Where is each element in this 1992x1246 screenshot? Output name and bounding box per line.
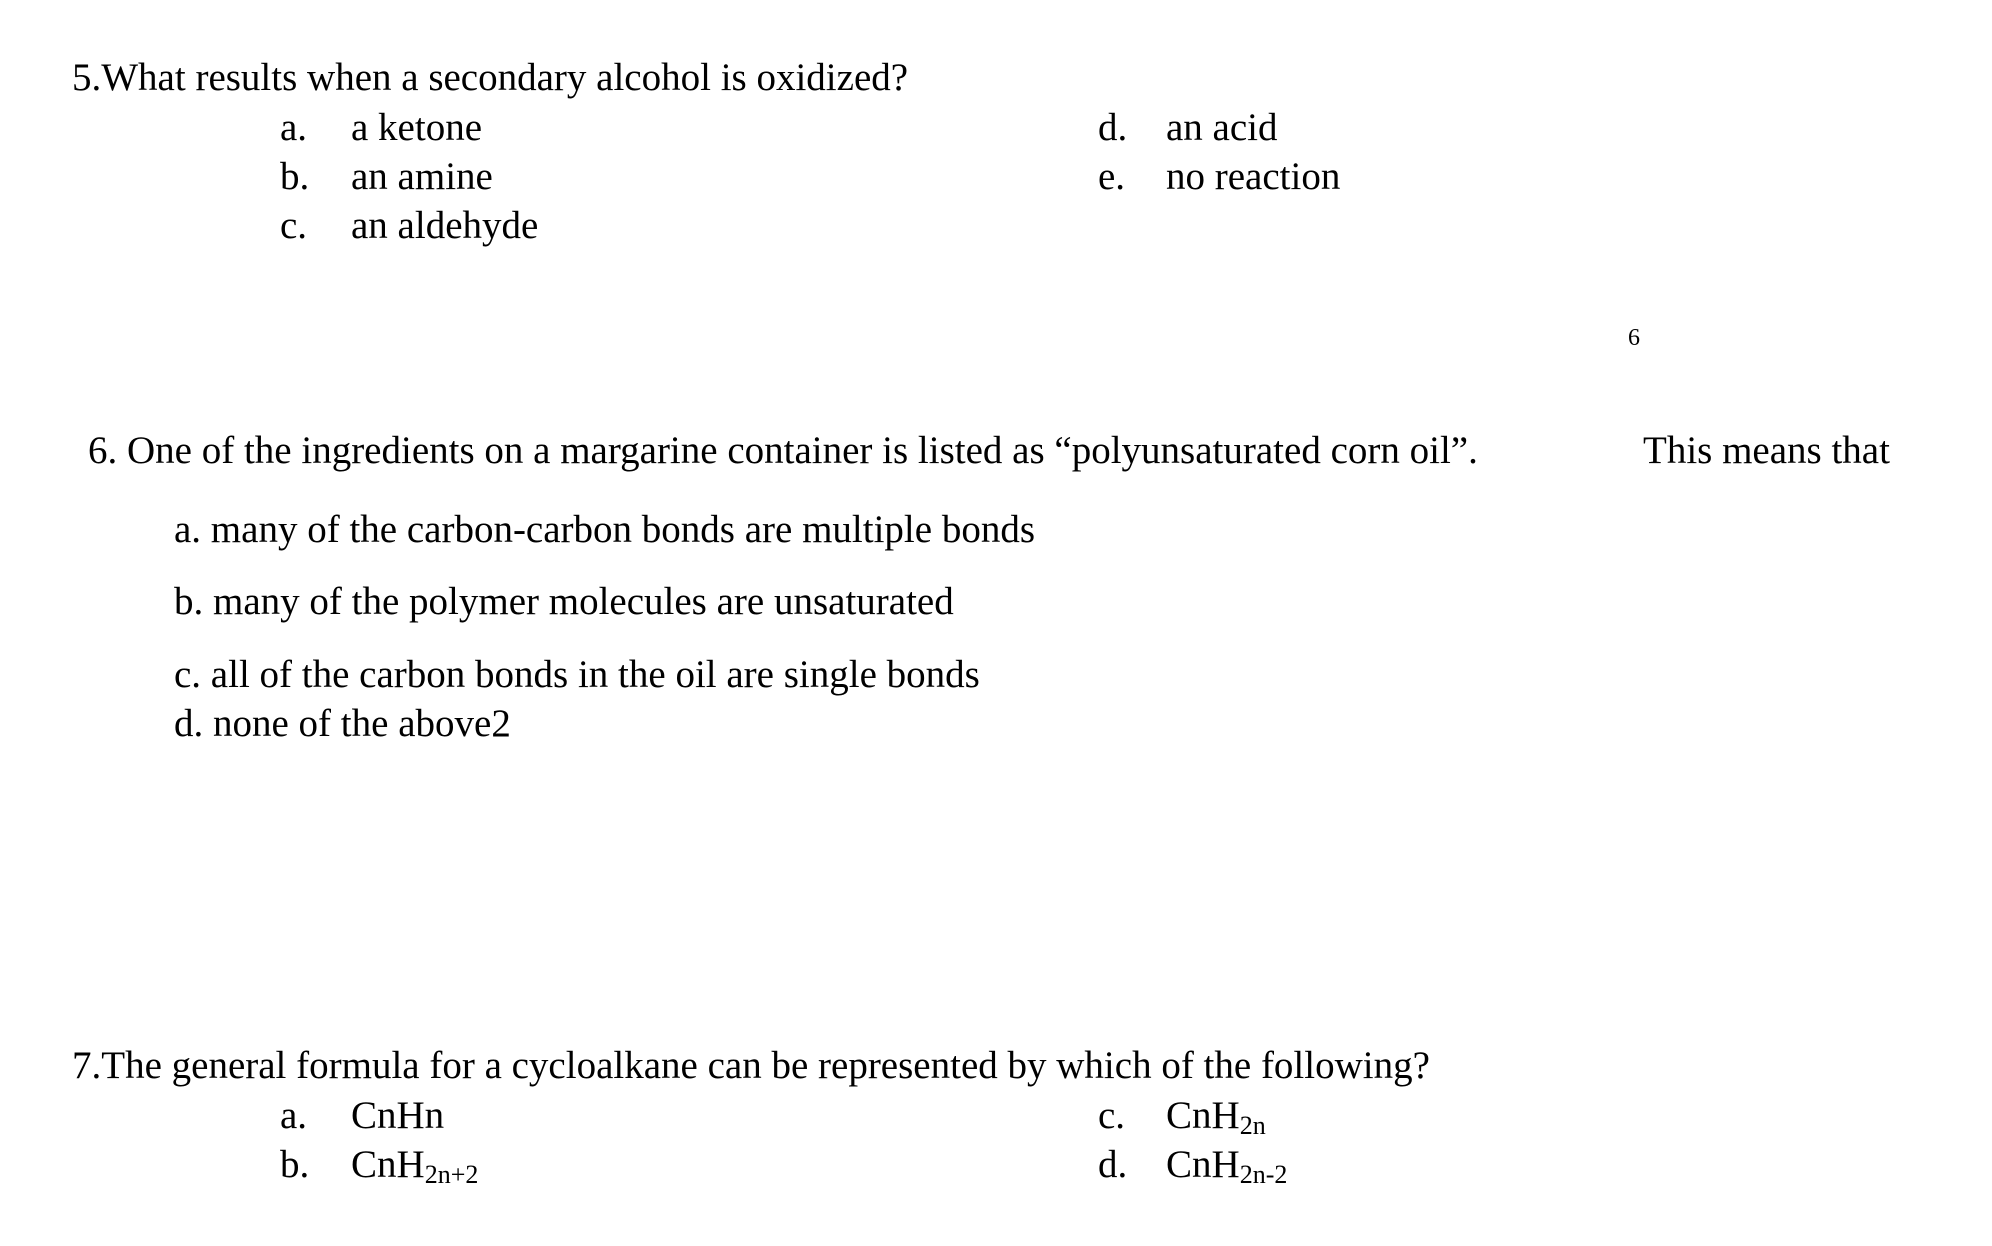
q6-option-a: a. many of the carbon-carbon bonds are multiple bonds xyxy=(174,508,1035,551)
q7-option-b-formula xyxy=(351,1145,478,1188)
q7-option-d-formula-subscript: 2n-2 xyxy=(1239,1160,1288,1189)
q7-option-c-letter: c. xyxy=(1098,1094,1126,1137)
q7-option-b-formula-subscript: 2n+2 xyxy=(424,1160,479,1189)
page-number: 6 xyxy=(1628,325,1640,351)
q7-option-d-letter: d. xyxy=(1098,1143,1128,1186)
q7-option-a-formula xyxy=(351,1096,444,1139)
q5-option-c-letter: c. xyxy=(280,204,308,247)
q5-option-e-text: no reaction xyxy=(1166,155,1341,198)
q6-option-d: d. none of the above2 xyxy=(174,702,511,745)
question-6-text: 6. One of the ingredients on a margarine container is listed as “polyunsaturated corn oil”. xyxy=(88,429,1478,472)
q7-option-b-letter: b. xyxy=(280,1143,310,1186)
q5-option-b-text: an amine xyxy=(351,155,493,198)
q7-option-d-formula-base: CnH xyxy=(1166,1143,1240,1186)
q5-option-c-text: an aldehyde xyxy=(351,204,539,247)
q5-option-a-text: a ketone xyxy=(351,106,483,149)
q5-option-d-letter: d. xyxy=(1098,106,1128,149)
q7-option-d-formula xyxy=(1166,1145,1287,1188)
q6-option-c: c. all of the carbon bonds in the oil are single bonds xyxy=(174,653,980,696)
q5-option-b-letter: b. xyxy=(280,155,310,198)
question-7-text: 7.The general formula for a cycloalkane can be represented by which of the following? xyxy=(72,1044,1430,1087)
q7-option-c-formula-base: CnH xyxy=(1166,1094,1240,1137)
q7-option-c-formula xyxy=(1166,1096,1266,1139)
q7-option-a-letter: a. xyxy=(280,1094,308,1137)
q6-option-b: b. many of the polymer molecules are unsaturated xyxy=(174,580,954,623)
q5-option-a-letter: a. xyxy=(280,106,308,149)
q5-option-d-text: an acid xyxy=(1166,106,1278,149)
question-5-text: 5.What results when a secondary alcohol is oxidized? xyxy=(72,56,909,99)
q7-option-b-formula-base: CnH xyxy=(351,1143,425,1186)
question-6-text-tail: This means that xyxy=(1643,429,1890,472)
q7-option-c-formula-subscript: 2n xyxy=(1239,1111,1266,1140)
q7-option-a-formula-base: CnHn xyxy=(351,1094,445,1137)
q5-option-e-letter: e. xyxy=(1098,155,1126,198)
